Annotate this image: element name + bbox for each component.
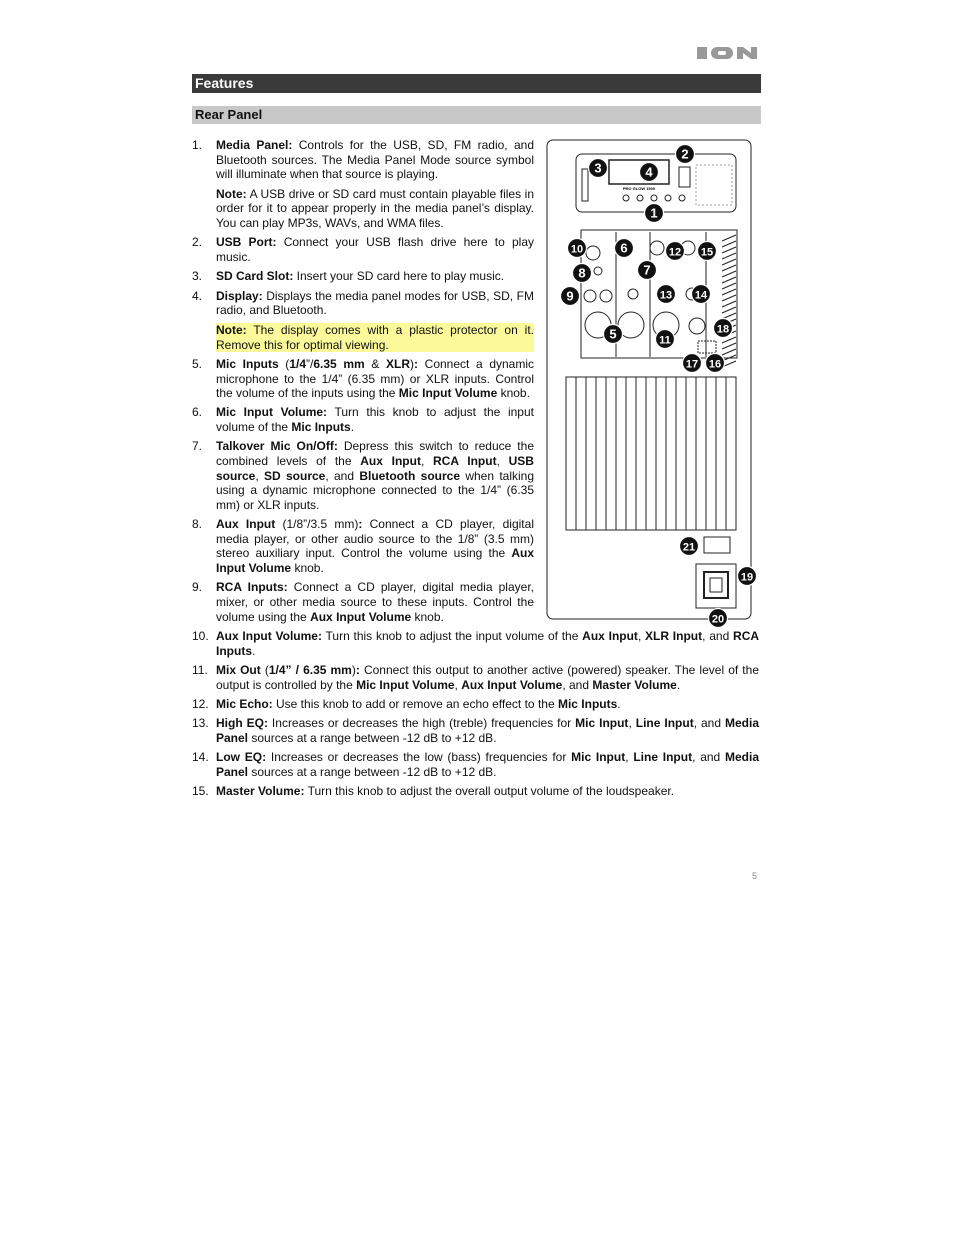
text-run: Connect this output to another active (powered) speaker. The level of the output is controlled by the: [216, 662, 759, 692]
text-run: Connect your USB flash drive here to play music.: [216, 235, 535, 264]
svg-text:15: 15: [700, 246, 714, 259]
term-bold: Aux Input Volume:: [216, 628, 322, 643]
feature-item: [192, 716, 759, 745]
callout-7: [638, 261, 657, 280]
term-bold: :: [355, 662, 360, 677]
term-bold: RCA Input: [433, 454, 497, 469]
feature-item: [192, 580, 534, 624]
text-run: , and: [325, 468, 360, 483]
text-run: knob.: [291, 561, 324, 576]
callout-9: [561, 287, 580, 306]
term-bold: Media Panel:: [216, 138, 293, 152]
feature-item: [192, 357, 534, 401]
item-number: 13.: [192, 716, 209, 731]
text-run: (: [278, 356, 290, 371]
term-bold: Note:: [216, 186, 247, 201]
text-run: ,: [454, 677, 462, 692]
svg-text:8: 8: [578, 265, 586, 281]
feature-item: [192, 289, 534, 352]
text-run: , and: [693, 716, 725, 731]
text-run: ): [351, 662, 356, 677]
item-text: [216, 580, 534, 624]
feature-item: [192, 235, 534, 264]
item-number: 14.: [192, 750, 209, 765]
text-run: (1/8”/3.5 mm): [275, 517, 359, 532]
item-text: [216, 517, 534, 575]
ion-logo: [697, 45, 759, 61]
callout-1: [645, 204, 664, 223]
term-bold: Aux Input Volume: [216, 546, 534, 576]
svg-text:19: 19: [740, 571, 754, 584]
term-bold: :: [414, 356, 418, 371]
text-run: ,: [255, 468, 265, 483]
item-text: [216, 357, 534, 401]
term-bold: USB Port:: [216, 235, 277, 250]
callout-6: [615, 239, 634, 258]
svg-text:18: 18: [716, 323, 730, 336]
item-number: 5.: [192, 356, 203, 371]
svg-text:16: 16: [708, 358, 722, 371]
term-bold: Aux Input: [216, 517, 276, 532]
feature-item: [192, 663, 759, 692]
text-run: .: [676, 677, 681, 692]
text-run: Increases or decreases the high (treble) frequencies for: [267, 716, 576, 731]
svg-text:13: 13: [659, 289, 673, 302]
text-run: The display comes with a plastic protector on it. Remove this for optimal viewing.: [216, 322, 534, 352]
text-run: Connect a dynamic microphone to the 1/4” (6.35 mm) or XLR inputs. Control the volume of the inputs using the: [216, 356, 534, 401]
term-bold: USB source: [216, 454, 534, 483]
callout-15: [698, 242, 717, 261]
text-run: ,: [420, 454, 433, 469]
term-bold: Mic Input Volume: [356, 677, 455, 692]
callout-8: [573, 264, 592, 283]
term-bold: Mic Input: [575, 716, 629, 731]
term-bold: XLR Input: [645, 628, 703, 643]
svg-text:17: 17: [685, 358, 699, 371]
text-run: Insert your SD card here to play music.: [293, 269, 505, 284]
text-run: .: [252, 643, 256, 658]
term-bold: Line Input: [635, 716, 694, 731]
term-bold: 6.35 mm: [313, 356, 365, 371]
callout-4: [640, 163, 659, 182]
item-number: 6.: [192, 405, 203, 420]
svg-text:4: 4: [645, 164, 653, 180]
highlighted-note: [216, 323, 534, 352]
callout-17: [683, 354, 702, 373]
callout-14: [692, 285, 711, 304]
callout-20: [709, 609, 728, 628]
callout-5: [604, 325, 623, 344]
text-run: ,: [496, 454, 509, 469]
term-bold: Low EQ:: [216, 750, 267, 765]
text-run: sources at a range between -12 dB to +12 dB.: [248, 764, 497, 779]
term-bold: Aux Input Volume: [461, 677, 563, 692]
term-bold: Bluetooth source: [359, 468, 460, 483]
callout-12: [666, 242, 685, 261]
svg-text:6: 6: [620, 240, 628, 256]
text-run: sources at a range between -12 dB to +12 dB.: [248, 730, 497, 745]
item-number: 9.: [192, 580, 203, 595]
callout-10: [568, 239, 587, 258]
item-text: [216, 750, 759, 779]
item-text: [216, 289, 534, 318]
feature-item: [192, 750, 759, 779]
svg-text:7: 7: [643, 262, 651, 278]
feature-item: [192, 629, 759, 658]
term-bold: RCA Inputs:: [216, 580, 288, 595]
callout-2: [676, 145, 695, 164]
item-number: 15.: [192, 784, 209, 799]
svg-text:9: 9: [566, 288, 574, 304]
term-bold: Master Volume:: [216, 784, 305, 799]
svg-text:2: 2: [681, 146, 689, 162]
text-run: Use this knob to add or remove an echo effect to the: [272, 696, 558, 711]
term-bold: Master Volume: [592, 677, 677, 692]
callout-18: [714, 319, 733, 338]
callout-3: [589, 159, 608, 178]
item-text: [216, 405, 534, 434]
item-number: 4.: [192, 288, 203, 303]
term-bold: Aux Input Volume: [310, 609, 412, 624]
term-bold: Media Panel: [216, 716, 760, 745]
text-run: Displays the media panel modes for USB, SD, FM radio, and Bluetooth.: [216, 288, 534, 318]
term-bold: SD Card Slot:: [216, 269, 294, 284]
item-text: [216, 663, 759, 692]
text-run: .: [617, 696, 621, 711]
text-run: &: [364, 356, 386, 371]
term-bold: Aux Input: [582, 628, 638, 643]
term-bold: :: [358, 517, 363, 532]
term-bold: High EQ:: [216, 716, 268, 731]
text-run: when talking using a dynamic microphone connected to the 1/4” (6.35 mm) or XLR inputs.: [216, 468, 535, 512]
text-run: ,: [637, 628, 646, 643]
text-run: Controls for the USB, SD, FM radio, and Bluetooth sources. The Media Panel Mode source symbol will illuminate when that source is playing.: [216, 138, 535, 182]
item-number: 10.: [192, 628, 209, 643]
term-bold: XLR: [386, 356, 410, 371]
feature-item: [192, 405, 534, 434]
term-bold: Aux Input: [360, 454, 421, 469]
item-number: 8.: [192, 517, 203, 532]
term-bold: Talkover Mic On/Off:: [216, 439, 338, 454]
callout-11: [656, 330, 675, 349]
text-run: Turn this knob to adjust the input volume of the: [321, 628, 583, 643]
item-text: [216, 716, 759, 745]
term-bold: Mix Out: [216, 662, 261, 677]
term-bold: Mic Input: [571, 750, 626, 765]
term-bold: 1/4” / 6.35 mm: [268, 662, 352, 677]
svg-text:5: 5: [609, 326, 617, 342]
item-text: [216, 629, 759, 658]
text-run: , and: [702, 628, 734, 643]
item-note: [216, 187, 534, 231]
term-bold: Mic Echo:: [216, 696, 273, 711]
term-bold: 1/4: [289, 356, 306, 371]
svg-text:11: 11: [659, 334, 671, 347]
term-bold: Mic Inputs: [291, 420, 351, 435]
text-run: ): [410, 356, 414, 371]
callout-21: [680, 537, 699, 556]
display-label: PRO GLOW 1500: [622, 186, 656, 191]
term-bold: Mic Input Volume: [398, 386, 498, 401]
page-number: 5: [752, 871, 758, 881]
term-bold: SD source: [264, 468, 326, 483]
feature-item: [192, 138, 534, 231]
text-run: Turn this knob to adjust the input volume of the: [216, 405, 534, 435]
text-run: knob.: [411, 609, 444, 624]
rear-panel-diagram: [546, 139, 759, 627]
term-bold: RCA Inputs: [216, 628, 760, 658]
term-bold: Mic Inputs: [216, 356, 279, 371]
item-text: [216, 269, 534, 284]
term-bold: Display:: [216, 288, 263, 303]
term-bold: Media Panel: [216, 750, 759, 779]
item-text: [216, 697, 759, 712]
item-number: 1.: [192, 138, 203, 152]
svg-text:3: 3: [594, 160, 602, 176]
text-run: , and: [562, 677, 593, 692]
callout-16: [706, 354, 725, 373]
item-number: 2.: [192, 235, 203, 250]
item-text: [216, 138, 534, 182]
item-number: 12.: [192, 696, 209, 711]
feature-item: [192, 697, 759, 712]
item-text: [216, 235, 534, 264]
text-run: ,: [628, 716, 636, 731]
item-number: 7.: [192, 439, 203, 454]
item-number: 11.: [192, 662, 208, 677]
text-run: Depress this switch to reduce the combined levels of the: [216, 439, 534, 469]
feature-item: [192, 269, 534, 284]
text-run: .: [350, 420, 355, 435]
subsection-title: Rear Panel: [192, 106, 761, 124]
svg-text:14: 14: [694, 289, 708, 302]
svg-text:1: 1: [650, 205, 658, 221]
feature-item: [192, 439, 534, 512]
svg-text:12: 12: [668, 246, 682, 259]
text-run: (: [260, 662, 269, 677]
text-run: A USB drive or SD card must contain playable files in order for it to appear properly in the media panel’s display. You can play MP3s, WAVs, and WMA files.: [216, 186, 534, 230]
term-bold: Note:: [216, 322, 247, 337]
text-run: Turn this knob to adjust the overall output volume of the loudspeaker.: [304, 784, 675, 799]
callout-13: [657, 285, 676, 304]
item-text: [216, 439, 534, 512]
svg-text:10: 10: [570, 243, 584, 256]
item-number: 3.: [192, 269, 203, 284]
text-run: Connect a CD player, digital media player, mixer, or other media source to these inputs. Control the volume using the: [216, 580, 534, 624]
text-run: ”/: [306, 356, 314, 371]
term-bold: Line Input: [633, 750, 693, 765]
callout-19: [738, 567, 757, 586]
term-bold: Mic Input Volume:: [216, 405, 328, 420]
text-run: , and: [692, 750, 725, 765]
feature-item: [192, 784, 759, 799]
svg-text:21: 21: [682, 541, 696, 554]
svg-text:20: 20: [711, 613, 725, 626]
text-run: Increases or decreases the low (bass) frequencies for: [266, 750, 572, 765]
text-run: knob.: [497, 386, 530, 401]
item-text: [216, 784, 759, 799]
feature-item: [192, 517, 534, 575]
text-run: ,: [625, 750, 634, 765]
section-title: Features: [192, 74, 761, 93]
term-bold: Mic Inputs: [557, 696, 618, 711]
text-run: Connect a CD player, digital media player, or other audio source to the 1/8” (3.5 mm) stereo auxiliary input. Control the volume using the: [216, 517, 534, 561]
